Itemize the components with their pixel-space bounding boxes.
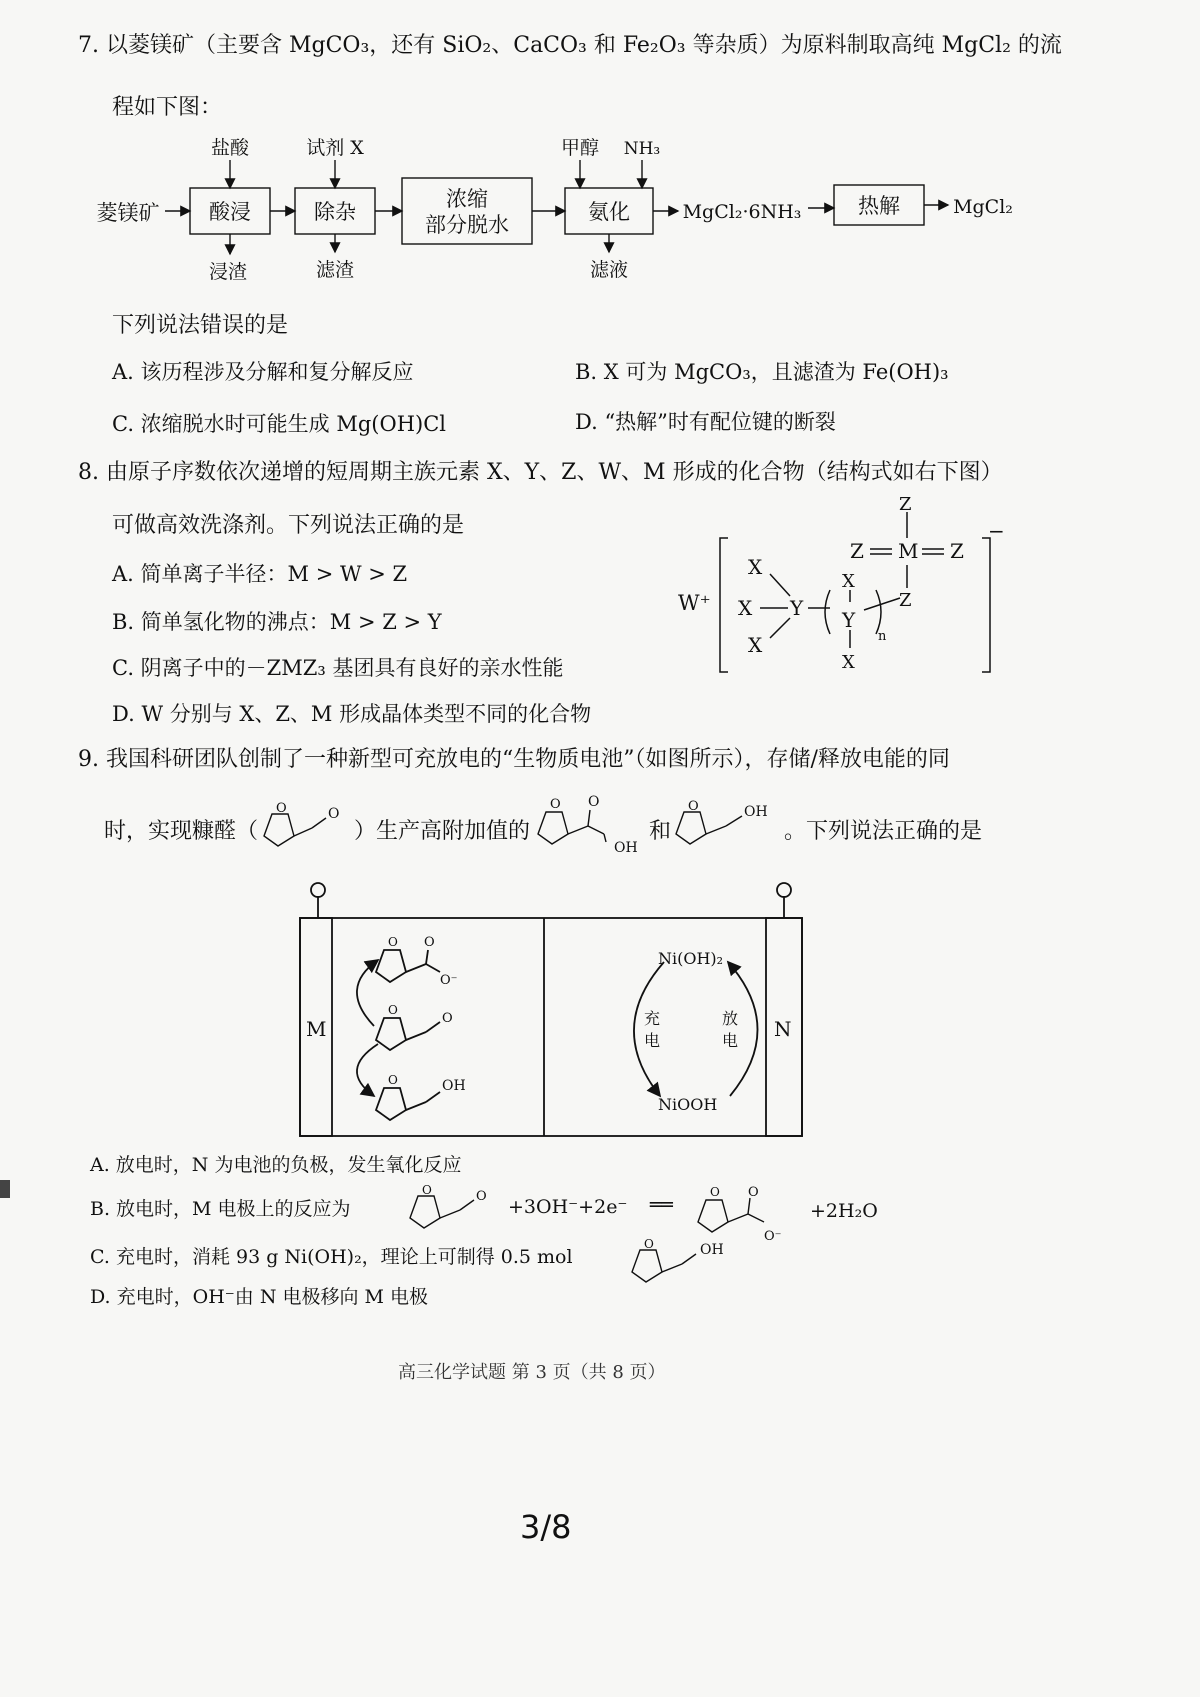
flow-product1: MgCl₂·6NH₃	[682, 201, 802, 223]
cell-mol1-ring-o: O	[388, 935, 398, 949]
q8-option-c[interactable]: C. 阴离子中的－ZMZ₃ 基团具有良好的亲水性能	[112, 656, 564, 680]
flow-step-ammoniation: 氨化	[588, 200, 630, 224]
flow-step4-input2: NH₃	[623, 139, 661, 159]
furoic-oh: OH	[614, 840, 638, 856]
furoic-ring-o: O	[550, 797, 561, 812]
q7-prompt: 下列说法错误的是	[112, 313, 289, 338]
q9-option-c[interactable]	[90, 1236, 890, 1286]
flow-step2-input: 试剂 X	[306, 137, 364, 159]
flow-step2-output: 滤渣	[315, 259, 355, 281]
q8-option-b[interactable]: B. 简单氢化物的沸点：M > Z > Y	[112, 610, 442, 634]
opt-b-furfural-ring-o: O	[422, 1183, 432, 1197]
opt-b-carboxylate-o-minus: O⁻	[764, 1229, 782, 1244]
cell-mol1-carbonyl-o: O	[424, 935, 435, 950]
flow-start: 菱镁矿	[96, 201, 160, 225]
flow-step-impurity-removal: 除杂	[314, 200, 356, 224]
page-number: 3/8	[520, 1508, 572, 1546]
q8-atom-y1: Y	[790, 596, 804, 620]
furfural-icon	[254, 800, 354, 850]
q9-option-c-text: C. 充电时，消耗 93 g Ni(OH)₂，理论上可制得 0.5 mol	[90, 1246, 573, 1268]
opt-c-oh: OH	[700, 1242, 724, 1258]
opt-b-furfural-carbonyl-o: O	[476, 1189, 487, 1204]
q8-option-a[interactable]: A. 简单离子半径：M > W > Z	[112, 562, 408, 586]
q8-subscript-n: n	[878, 629, 887, 644]
q9-stem-part2: ）生产高附加值的	[354, 819, 531, 844]
flow-step1-output: 浸渣	[208, 261, 248, 283]
q9-stem-part4: 。下列说法正确的是	[784, 819, 983, 844]
q8-anion-charge: −	[988, 519, 1005, 543]
q7-option-c[interactable]: C. 浓缩脱水时可能生成 Mg(OH)Cl	[112, 412, 446, 436]
niooh-label: NiOOH	[658, 1095, 718, 1114]
q8-atom-z-left: Z	[850, 539, 864, 563]
q9-option-b-prefix: B. 放电时，M 电极上的反应为	[90, 1198, 351, 1220]
q7-option-d[interactable]: D. “热解”时有配位键的断裂	[575, 410, 836, 434]
q9-option-b[interactable]	[90, 1182, 990, 1242]
q8-atom-y2: Y	[842, 608, 856, 632]
q8-atom-z-top: Z	[899, 494, 912, 515]
electrode-m-label: M	[306, 1017, 327, 1041]
furfuryl-oh: OH	[744, 804, 768, 820]
q8-atom-x5: X	[842, 652, 855, 673]
footer-caption: 高三化学试题 第 3 页（共 8 页）	[398, 1362, 666, 1383]
cell-mol3-ring-o: O	[388, 1073, 398, 1087]
q8-atom-m: M	[898, 539, 919, 563]
flow-step3-line2: 部分脱水	[425, 213, 509, 237]
q9-stem-part1: 时，实现糠醛（	[104, 819, 259, 844]
q8-atom-x4: X	[842, 571, 855, 592]
charge-label-2: 电	[644, 1031, 661, 1050]
q8-stem-line2: 可做高效洗涤剂。下列说法正确的是	[112, 513, 465, 538]
flow-step4-output: 滤液	[589, 259, 629, 281]
q7-option-b[interactable]: B. X 可为 MgCO₃，且滤渣为 Fe(OH)₃	[575, 360, 949, 384]
flow-step1-input: 盐酸	[210, 137, 250, 159]
scan-edge-mark	[0, 1180, 10, 1198]
q7-option-a[interactable]: A. 该历程涉及分解和复分解反应	[112, 360, 414, 384]
furfural-carbonyl-o: O	[328, 806, 340, 822]
q9-stem-line2	[104, 790, 1104, 860]
cell-mol2-ring-o: O	[388, 1003, 398, 1017]
q8-atom-x2: X	[738, 596, 753, 620]
flow-step3-line1: 浓缩	[446, 187, 488, 211]
q8-atom-z-right: Z	[950, 539, 964, 563]
cell-mol1-o-minus: O⁻	[440, 973, 458, 988]
cell-mol3-oh: OH	[442, 1078, 466, 1094]
q8-atom-x3: X	[748, 633, 763, 657]
q9-option-b-middle: +3OH⁻+2e⁻	[508, 1196, 628, 1218]
furoic-acid-icon	[532, 790, 652, 856]
q9-battery-diagram	[296, 878, 816, 1140]
cell-mol2-carbonyl-o: O	[442, 1011, 453, 1026]
q7-stem-line1: 7. 以菱镁矿（主要含 MgCO₃，还有 SiO₂、CaCO₃ 和 Fe₂O₃ 等杂质）为原料制取高纯 MgCl₂ 的流	[78, 33, 1062, 58]
q8-atom-z-bottom: Z	[899, 590, 912, 611]
q9-stem-part3: 和	[649, 819, 672, 844]
discharge-label-2: 电	[722, 1031, 739, 1050]
q7-stem-line2: 程如下图：	[112, 95, 223, 120]
option-c-furfuryl-alcohol-icon	[624, 1236, 734, 1284]
ni-oh2-label: Ni(OH)₂	[658, 949, 724, 968]
q9-option-b-equals: ══	[650, 1194, 673, 1216]
flow-step-pyrolysis: 热解	[858, 194, 900, 218]
opt-c-ring-o: O	[644, 1237, 654, 1251]
q9-option-d[interactable]: D. 充电时，OH⁻由 N 电极移向 M 电极	[90, 1286, 429, 1308]
furfuryl-ring-o: O	[688, 799, 699, 814]
q9-option-b-suffix: +2H₂O	[810, 1200, 878, 1222]
charge-label-1: 充	[644, 1009, 661, 1028]
furfuryl-alcohol-icon	[670, 798, 780, 848]
flow-step4-input1: 甲醇	[560, 137, 600, 159]
q8-cation: W⁺	[678, 591, 711, 615]
opt-b-carboxylate-carbonyl-o: O	[748, 1185, 759, 1200]
q8-stem-line1: 8. 由原子序数依次递增的短周期主族元素 X、Y、Z、W、M 形成的化合物（结构式如右下图）	[78, 460, 1003, 485]
q9-stem-line1: 9. 我国科研团队创制了一种新型可充放电的“生物质电池”（如图所示），存储/释放电能的同	[78, 747, 950, 772]
option-b-furfural-icon	[402, 1182, 502, 1232]
flow-product2: MgCl₂	[953, 196, 1013, 218]
furfural-ring-o: O	[276, 801, 287, 816]
q8-atom-x1: X	[748, 555, 763, 579]
furoic-carbonyl-o: O	[588, 794, 600, 810]
flow-step-acid-leach: 酸浸	[209, 200, 251, 224]
option-b-carboxylate-icon	[690, 1182, 810, 1244]
opt-b-carboxylate-ring-o: O	[710, 1185, 720, 1199]
q8-structure-formula	[670, 490, 1030, 690]
q9-option-a[interactable]: A. 放电时，N 为电池的负极，发生氧化反应	[90, 1154, 462, 1176]
q7-flow-diagram	[90, 128, 1150, 288]
q8-option-d[interactable]: D. W 分别与 X、Z、M 形成晶体类型不同的化合物	[112, 702, 592, 726]
discharge-label-1: 放	[722, 1009, 739, 1028]
electrode-n-label: N	[774, 1017, 792, 1041]
